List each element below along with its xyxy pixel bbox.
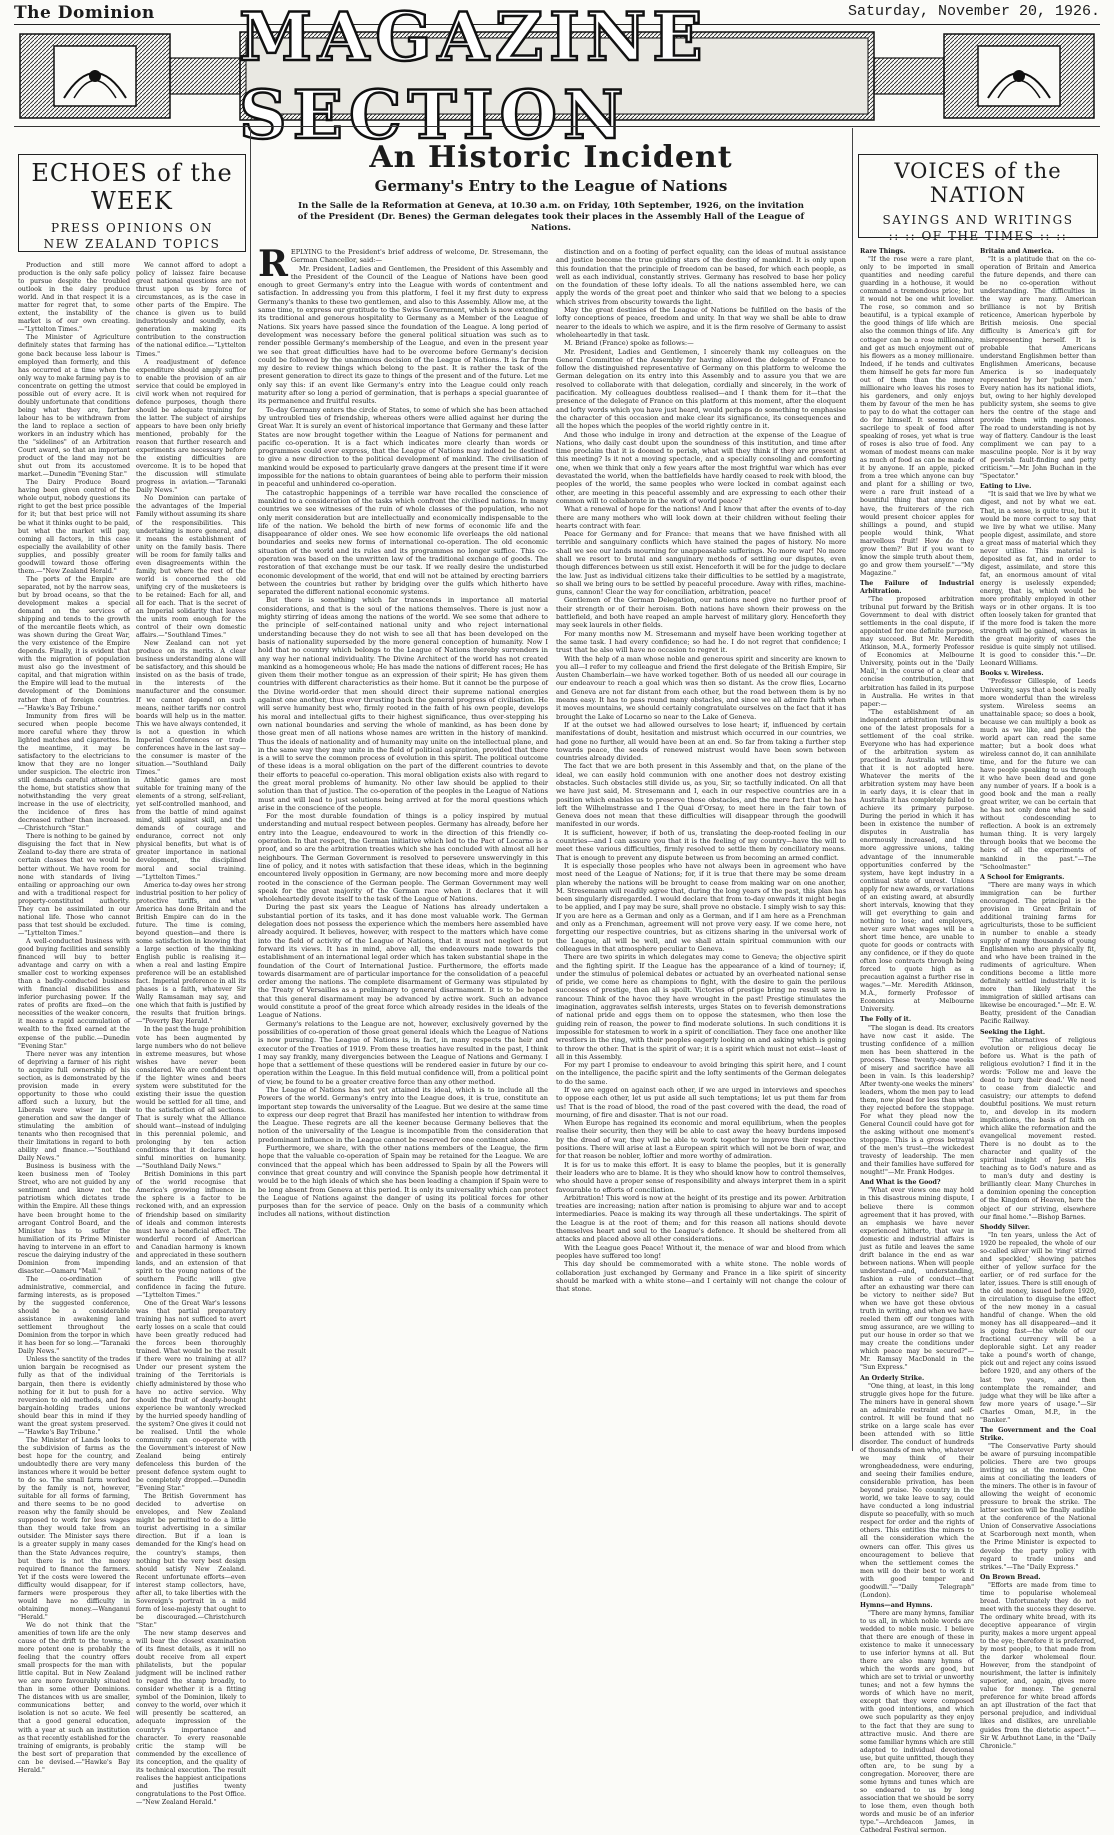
article-paragraph: It is especially those peoples who have not always been in agreement who have most need of the League of Nations; for, if it is true that there may be some dream plan whereby the nations will be brought to cease from making war on one another, M. Stresemann will readily agree that, during the long years of the past, this plan has been singularly disregarded. I would declare that from to-day onwards it might begin to be applied, and I pay may be sure, shall prove no obstacle. I simply wish to say this: If you are here as a German and only as a German, and if I am here as a Frenchman and only as a Frenchman, agreement will not prove very easy. If we come here, not forgetting our respective countries, but as citizens sharing in the universal work of the League, all will be well, and we shall attain spiritual communion with our colleagues in that atmosphere peculiar to Geneva. <box>556 861 846 953</box>
press-extract: The British Government has decided to advertise on envelopes, and New Zealand might be permitted to do a little tourist advertising in a similar direction. But if a loan is demanded for the King's head on the country's stamps, then nothing but the very best design should satisfy New Zealand. Recent unfortunate efforts—even interest stamp collectors, have, after all, to take liberties with the Sovereign's portrait in a mild form of lese-majesty that ought to be discouraged.—Christchurch "Star." <box>136 1493 246 1629</box>
voices-subtitle: :: :: OF THE TIMES :: :: <box>888 229 1068 243</box>
quote-paragraph: "Professor Gillespie, of Leeds University, says that a book is really more wonderful than the wireless system. Wireless seems an unattainable space; so does a book, because we can multiply a book as much as we like, and people the world apart can read the same matter; but a book does what wireless cannot do, it can annihilate time, and for the future we can have people speaking to us through it who have been dead and gone any number of years. If a book is a good book and the man a really great writer, we can be certain that he has not only done what he said without condescending to reflection. A book is an extremely human thing. It is very largely through books that we become the heirs of all the experiments of mankind in the past."—The "Schoolmaster." <box>980 678 1096 871</box>
echoes-column <box>18 262 130 1774</box>
article-paragraph: With the League goes Peace! Without it, the menace of war and blood from which peoples have suffered too long! <box>556 1243 846 1260</box>
quote-paragraph: "The establishment of an independent arbitration tribunal is one of the latest proposals for a settlement of the coal strike. Everyone who has had experience of the arbitration system as practised in Australia will know that it is not adopted here. Whatever the merits of the arbitration system may have been in early days, it is clear that in Australia it has completely failed to achieve its primary purpose. During the period in which it has been in existence the number of disputes in Australia has enormously increased, and the more aggressive unions, taking advantage of the innumerable opportunities conferred by the system, have kept industry in a continual state of unrest. Unions apply for new awards, or variations of an existing award, at absurdly short intervals, knowing that they will get everything to gain and nothing to lose; and employers, never sure what wages will be a short time hence, are unable to quote for goods or contracts with any confidence, or if they do quote often lose contracts through being forced to quote high as a precaution against a further rise in wages."—Mr. Meredith Atkinson, M.A., formerly Professor of Economics at Melbourne University. <box>860 708 974 1014</box>
article-paragraph: There are two spirits in which delegates may come to Geneva; the objective spirit and the fighting spirit. If the League has the appearance of a kind of tourney; if, under the stimulus of polemical debates or actuated by an overheated national sense of pride, we come here as champions to fight, with the desire to gain the perilous successes of prestige, then all is spoilt. Victories of prestige bring no result save in rancour. Think of the havoc they have wrought in the past! Prestige stimulates the imagination, aggravates selfish interests, urges States on to feverish demonstrations of national pride and eggs them on to oppose the statesmen, who then lose the guiding rein of reason, the power to find moderate solutions. In such conditions it is impossible for statesmen to work in a spirit of conciliation. They face one another like wrestlers in the ring, with their peoples eagerly looking on and asking which is going to throw the other. That is the spirit of war; it is a spirit which must not exist—least of all in this Assembly. <box>556 953 846 1061</box>
press-extract: America to-day owes her strong industrial position to her policy of protective tariffs, and what America has done Britain and the British Empire can do in the future. The time is coming, beyond question—and there is some satisfaction in knowing that a large section of the thinking English public is realising it—when a real and lasting Empire preference will be an established fact. Imperial preference in all its phases is a faith, whatever Sir Wally Ramsaman may say, and one which that faith is justified by the results that fruition brings.—"Poverty Bay Herald." <box>136 881 246 1026</box>
article-paragraph: M. Briand (France) spoke as follows:— <box>564 339 694 348</box>
article-headline: An Historic Incident <box>369 140 733 175</box>
item-heading: An Orderly Strike. <box>860 1374 925 1382</box>
drop-cap: R <box>258 243 288 285</box>
item-heading: Britain and America. <box>980 248 1054 255</box>
article-paragraph: What a renewal of hope for the nations! And I know that after the events of to-day there are many mothers who will look down at their children without feeling their hearts contract with fear. <box>556 505 846 530</box>
article-paragraph: Germany's relations to the League are not, however, exclusively governed by the possibilities of co-operation of those great general ideals which the League of Nations is now pursuing. The League of Nations is, in fact, in many respects the heir and executor of the Treaties of 1919. From these treaties have resulted in the past, I think I may say frankly, many divergencies between the League of Nations and Germany. I hope that a settlement of these questions will be rendered easier in future by our co-operation within the League. In this field mutual confidence will, from a political point of view, be found to be a greater creative force than any other method. <box>258 1019 548 1086</box>
article-paragraph: The League of Nations has not yet attained its ideal, which is to include all the Powers of the world. Germany's entry into the League does, it is true, constitute an important step towards the universality of the League. But we desire at the same time to express our deep regret that Brazil has manifested her intention to withdraw from the League. These regrets are all the keener because Germany believes that the notion of the universality of the League is incompatible from the consideration that predominant influence in the League cannot be reserved for one continent alone. <box>258 1085 548 1144</box>
quote-paragraph: "There are many hymns, familiar to us all, in which noble words are wedded to noble music. I believe that there are enough of these in existence to make it unnecessary to use inferior hymns at all. But there are also many hymns of which the words are good, but which are set to trivial or unworthy tunes; and not a few hymns the words of which have no merit, except that they were composed with good intentions, and which owe such popularity as they enjoy to the fact that they are sung to attractive music. And there are some familiar hymns which are still adapted to individual devotional use, but quite unfitted, though they often are, to be sung by a congregation. Moreover, there are some hymns and tunes which are so endeared to us by long association that we should be sorry to lose them, even though both words and music be of an inferior type."—Archdeacon James, in Cathedral Festival sermon. <box>860 1609 974 1835</box>
article-paragraph: But there is something which far transcends in importance all material considerations, and that is the soul of the nations themselves. There is just now a mighty stirring of ideas among the nations of the world. We see some that adhere to the principle of self-contained national unity and who reject international understanding because they do not wish to see all that has been developed on the basis of nationality superseded by the more general conception of humanity. Now I hold that no country which belongs to the League of Nations thereby surrenders in any way her national individuality. The Divine Architect of the world has not created mankind as a homogeneous whole; He has made the nations of different races; He has given them their mother tongue as an expression of their spirit; He has given them countries with different characteristics as their home. But it cannot be the purpose of the Divine world-order that men should direct their supreme national energies against one another, thus ever thrusting back the general progress of civilisation. He will serve humanity best who, firmly rooted in the faith of his own people, develops his moral and intellectual gifts to their highest significance, thus over-stepping his own national boundaries and serving the whole of mankind, as has been done by those great men of all nations whose names are written in the history of mankind. Thus the ideals of nationality and of humanity may unite on the intellectual plane, and in the same way they may unite in the field of political aspiration, provided that there is a will to serve the common process of evolution in this spirit. The political outcome of these ideas is a moral obligation on the part of the different countries to devote their efforts to peaceful co-operation. This moral obligation exists also with regard to the great moral problems of humanity. No other law should be applied to their solution than that of justice. The co-operation of the peoples in the League of Nations must and will lead to just solutions being arrived at for the moral questions which arise in the conscience of the people. <box>258 596 548 812</box>
article-paragraph: When Europe has regained its economic and moral equilibrium, when the peoples realise their security, then they will be able to cast away the heavy burdens imposed by the dread of war, they will be able to work together to improve their respective positions. There will arise at last a European spirit which will not be born of war, and for that reason be nobler, loftier and more worthy of admiration. <box>556 1119 846 1161</box>
column-rule <box>250 128 251 1451</box>
article-header <box>255 140 847 234</box>
item-heading: The Folly of it. <box>860 1016 912 1024</box>
echoes-subtitle: NEW ZEALAND TOPICS <box>43 237 221 251</box>
article-paragraph: For the most durable foundation of things is a policy inspired by mutual understanding and mutual respect between peoples. Germany has already, before her entry into the League, endeavoured to work in the direction of this friendly co-operation. In that respect, the German initiative which led to the Pact of Locarno is a proof, and so are the arbitration treaties which she has concluded with almost all her neighbours. The German Government is resolved to persevere unswervingly in this line of policy, and it notes with satisfaction that these ideas, which in the beginning encountered lively opposition in Germany, are now becoming more and more deeply rooted in the conscience of the German people. The German Government may well speak for the great majority of the German race when it declares that it will wholeheartedly devote itself to the task of the League of Nations. <box>258 812 548 904</box>
article-paragraph: May the great destinies of the League of Nations be fulfilled on the basis of the lofty conceptions of peace, freedom and unity. In that way we shall be able to draw nearer to the ideals to which we aspire, and it is the firm resolve of Germany to assist wholeheartedly in that task. <box>556 306 846 339</box>
article-paragraph: If we are egged on against each other, if we are urged in interviews and speeches to oppose each other, let us put aside all such temptations; let us put them far from us! That is the road of blood, the road of the past covered with the dead, the road of mourning, of fire and disaster. That is not our road. <box>556 1085 846 1119</box>
item-heading: Seeking the Light. <box>980 1028 1046 1036</box>
item-heading: Shoddy Silver. <box>980 1223 1030 1231</box>
quote-paragraph: "The proposed arbitration tribunal put forward by the British Government to deal with district settlements in the coal dispute, if appointed for one definite purpose, may succeed. But Mr. Meredith Atkinson, M.A., formerly Professor of Economics at Melbourne University, points out in the 'Daily Mail,' in the course of a clear and concise contribution, that arbitration has failed in its purpose in Australia. He writes in that paper:— <box>860 596 974 708</box>
quote-paragraph: "There are many ways in which immigration can be further encouraged. The principal is the provision in Great Britain of additional training farms for agriculturists, those to be sufficient in number to enable a steady supply of many thousands of young Englishmen who are physically fit, and who have been trained in the rudiments of agriculture. When conditions become a little more definitely settled industrially it is more than likely that the immigration of skilled artisans can likewise be encouraged."—Mr. E. W. Beatty, president of the Canadian Pacific Railway. <box>980 881 1096 1026</box>
item-heading: Eating to Live. <box>980 483 1032 491</box>
quote-paragraph: "One thing, at least, in this long struggle gives hope for the future. The miners have in general shown an admirable restraint and self-control. It will be found that no strike on a large scale has ever been attended with so little disorder. The conduct of hundreds of thousands of men who, whatever we may think of their wrongheadedness, were enduring, and seeing their families endure, considerable privation, has been beyond praise. No country in the world, we take leave to say, could have conducted a long industrial dispute so peacefully, with so much respect for order and the rights of others. This entitles the miners to all the consideration which the owners can offer. This gives us encouragement to believe that when the settlement comes the men will do their best to work it with good temper and goodwill."—"Daily Telegraph" (London). <box>860 1382 974 1599</box>
article-paragraph: For many months now M. Stresemann and myself have been working together at the same task. I had every confidence; so had he. I do not regret that confidence; I trust that he also will have no occasion to regret it. <box>556 629 846 655</box>
article-paragraph: With the help of a man whose noble and generous spirit and sincerity are known to you all—I refer to my colleague and friend the first delegate of the British Empire, Sir Austen Chamberlain—we have worked together. Both of us needed all our courage in our endeavour to reach a goal which was then so distant. As the crow flies, Locarno and Geneva are not far distant from each other, but the road between them is by no means easy. It has to pass round many obstacles, and since we all admire faith when it moves mountains, we should certainly congratulate ourselves on the fact that it has brought the Lake of Locarno so near to the Lake of Geneva. <box>556 654 846 721</box>
item-heading: Rare Things. <box>860 248 906 255</box>
press-extract: The ports of the Empire are separated, not by the narrow seas, but by broad oceans, so that the development makes a special demand on the services of shipping and tends to the growth of the mercantile fleets which, as was shown during the Great War, the very existence of the Empire depends. Finally, it is evident that with the migration of population must also go the investment of capital, and that migration within the Empire will lead to the mutual development of the Dominions rather than of foreign countries.—"Hawke's Bay Tribune." <box>18 575 130 712</box>
item-heading: Books v. Wireless. <box>980 670 1044 678</box>
article-paragraph: EPLYING to the President's brief address of welcome, Dr. Stresemann, the German Chancellor, said:— <box>290 248 548 265</box>
press-extract: Athletic games are most suitable for training many of the elements of a strong, self-reliant, yet self-controlled manhood, and from the battle of mind against mind, skill against skill, and the demands of courage and endurance, correct not only physical benefits, but what is of greater importance in national development, the disciplined moral and social training.—"Lyttelton Times." <box>136 777 246 881</box>
quote-paragraph: "The slogan is dead. Its creators have now cast it aside. The trusting confidence of a million men has been shattered in the process. These twenty-one weeks of misery and sacrifice have all been in vain. Is this leadership? After twenty-one weeks the miners' leaders, whom the men pay to lead them, now plead for less than what they rejected before the stoppage. For what they plead now the General Council could have got for the asking without one moment's stoppage. This is a gross betrayal of the men's trust—the wickedest travesty of leadership. The men and their families have suffered for nought!"—Mr. Frank Hodges. <box>860 1024 974 1177</box>
press-extract: The co-ordination of administrative, commercial, and farming interests, as is proposed by the suggested conference, should be a considerable assistance in awakening land settlement throughout the Dominion from the torpor in which it has been for so long.—"Taranaki Daily News." <box>18 1275 130 1356</box>
press-extract: No Dominion can partake of the advantages of the Imperial Family without assuming its share of the responsibilities. This undertaking is more general, and it means the establishment of unity on the family basis. There will be room for family talks and even disagreements within the family, but where the rest of the world is concerned the old unifying cry of the musketeers is to be retained: Each for all, and all for each. That is the secret of an Imperial solidarity that leaves the units room enough for the control of their own domestic affairs.—"Southland Times." <box>136 495 246 640</box>
article-paragraph: Mr. President, Ladies and Gentlemen, the President of this Assembly and the President of the Council of the League of Nations have been good enough to greet Germany's entry into the League with words of contentment and satisfaction. In addressing you from this platform, I feel it my first duty to express Germany's thanks to these two gentlemen, and also to this Assembly. Allow me, at the same time, to express our gratitude to the Swiss Government, which is now extending its traditional and generous hospitality to Germany as a Member of the League of Nations. Six years have passed since the foundation of the League. A long period of development was necessary before the general political situation was such as to render possible Germany's membership of the League, and even in the present year we see that great difficulties have had to be overcome before Germany's decision could be followed by the unanimous decision of the League of Nations. It is far from my desire to review things which belong to the past. It is rather the task of the present generation to direct its gaze to things of the present and of the future. Let me only say this: if an event like Germany's entry into the League could only reach maturity after so long a period of germination, that is perhaps a special guarantee of its permanence and fruitful results. <box>258 264 548 406</box>
voices-heading-box <box>858 154 1098 243</box>
article-paragraph: For my part I promise to endeavour to avoid bringing this spirit here, and I count on the intelligence, the pacific spirit and the lofty sentiments of the German delegates to do the same. <box>556 1061 846 1086</box>
article-paragraph: It is sufficient, however, if both of us, translating the deep-rooted feeling in our countries—and I can assure you that it is the feeling of my country—have the will to meet these various difficulties, firmly resolved to settle them by conciliatory means. That is enough to prevent any dispute between us from becoming an armed conflict. <box>556 828 846 862</box>
article-paragraph: During the past six years the League of Nations has already undertaken a substantial portion of its tasks, and it has done most valuable work. The German delegation does not possess the experience which the members here assembled have already acquired. It believes, however, with respect to the matters which have come into the field of activity of the League of Nations, that it must not neglect to put forward its views. It has in mind, above all, the endeavours made towards the establishment of an international legal order which has taken substantial shape in the foundation of the Court of International Justice. Furthermore, the efforts made towards disarmament are of particular importance for the consolidation of a peaceful order among the nations. The complete disarmament of Germany was stipulated by the Treaty of Versailles as a preliminary to general disarmament. It is to be hoped that this general disarmament may be advanced by active work. Such an advance would constitute a proof of the great force which already resides in the ideals of the League of Nations. <box>258 903 548 1020</box>
item-heading: Hymns—and Hymns. <box>860 1601 933 1609</box>
press-extract: Immunity from fires will be secured when people become more careful where they throw lighted matches and cigarettes. In the meantime, it may be satisfactory to the electricians to know that they are no longer under suspicion. The electric iron still demands careful attention in the home, but statistics show that notwithstanding the very great increase in the use of electricity, the incidence of fires has decreased rather than increased.—Christchurch "Star." <box>18 712 130 833</box>
item-heading: On Brown Bread. <box>980 1573 1041 1581</box>
echoes-title: ECHOES of the WEEK <box>31 159 233 215</box>
article-paragraph: Arbitration! This word is now at the height of its prestige and its power. Arbitration treaties are increasing; nation after nation is promising to abjure war and to accept intermediaries. Peace is making its way through all these undertakings. The spirit of the League is at the root of them; and for this reason all nations should devote themselves heart and soul to the League's defence. It should be sheltered from all attacks and placed above all other considerations. <box>556 1193 846 1244</box>
voices-title: VOICES of the NATION <box>894 159 1062 207</box>
article-paragraph: Mr. President, Ladies and Gentlemen, I sincerely thank my colleagues on the General Committee of the Assembly for having allowed the delegate of France to follow the distinguished representative of Germany on this platform to welcome the German delegation on its entry into this Assembly and to assure you that we are resolved to collaborate with that delegation, cordially and sincerely, in the work of pacification. My colleagues doubtless realised—and I thank them for it—that the presence of the delegate of France on this platform at this moment, after the eloquent and lofty words which you have just heard, would perhaps do something to emphasise the character of this occasion and make clear its significance, its consequences and all the hopes which the peoples of the world rightly centre in it. <box>556 347 846 431</box>
issue-date: Saturday, November 20, 1926. <box>847 3 1100 20</box>
article-paragraph: This day should be commemorated with a white stone. The noble words of collaboration just exchanged by Germany and France in a like spirit of sincerity should be marked with a white stone—and I certainly will not change the colour of that stone. <box>556 1260 846 1294</box>
newspaper-name: The Dominion <box>14 3 155 23</box>
press-extract: The Minister of Lands looks to the subdivision of farms as the best hope for the country, and undoubtedly there are very many instances where it would be better to do so. The small farm worked by the family is not, however, suitable for all forms of farming, and there seems to be no good reason why the family should be supposed to work for less wages than they would take from an outsider. The Minister says there is a greater supply in many cases than the State Advances require, but there is not the money required to finance the farmers. Yet if the costs were lowered the difficulty would disappear, for if farmers were prosperous they would have no difficulty in obtaining money.—Wanganui "Herald." <box>18 1436 130 1621</box>
press-extract: New Zealand can not yet produce on its merits. A clear business understanding alone will be satisfactory, and this should be insisted on as the basis of trade, in the interests of the manufacturer and the consumer. If we cannot depend on such means, neither tariffs nor control boards will help us in the matter. This we have always contended, it is not a question in which Imperial Conferences or trade conferences have in the last say—the consumer is master of the situation.—"Southland Daily Times." <box>136 640 246 776</box>
press-extract: We do not think that the amenities of town life are the only cause of the drift to the towns; a more potent one is probably the feeling that the country offers small prospects for the man with little capital. But in New Zealand we are more favourably situated than in some other Dominions. The distances with us are smaller, communications better, and isolation is not so acute. We feel that a good general education, with a year at such an institution as that recently established for the training of emigrants, is probably the best sort of preparation that can be devised.—"Hawke's Bay Herald." <box>18 1621 130 1774</box>
press-extract: The Dairy Produce Board having been given control of the whole output, nobody questions its right to get the best price possible for it; but that best price will not be what it thinks ought to be paid, but what the market will pay, coming all factors, in this case especially the availability of other supplies, and possibly greater goodwill toward those offering them.—"New Zealand Herald." <box>18 479 130 575</box>
quote-paragraph: "The alternatives of religious evolution or religious decay lie before us. What is the path of religious evolution? I find it in the words: 'Follow me and leave the dead to bury their dead.' We need to cease from dialectic and casuistry; our attempts to defend doubtful positions. We must return to, and develop in its modern implications, the basis of faith on which alike the reformation and the evangelical movement rested. There is no doubt as to the character and quality of the spiritual insight of Jesus. His teaching as to God's nature and as to man's duty and destiny is brilliantly clear. Many Churches in a dominion opening the conception of the Kingdom of Heaven, here the object of our striving, elsewhere our final home."—Bishop Barnes. <box>980 1036 1096 1221</box>
article-paragraph: distinction and on a footing of perfect equality, can the ideas of mutual assistance and justice become the true guiding stars of the destiny of mankind. It is only upon this foundation that the principle of freedom can be based, for which each people, as well as each individual, constantly strives. Germany has resolved to base her policy on the foundation of these lofty ideals. To all the nations assembled here, we can apply the words of the great poet and thinker who said that we belong to a species which strives from obscurity towards the light. <box>556 248 846 306</box>
article-paragraph: And those who indulge in irony and detraction at the expense of the League of Nations, who daily cast doubt upon the soundness of this institution, and time after time proclaim that it is doomed to perish, what will they think if they are present at this meeting? Is it not a moving spectacle, and a specially consoling and comforting one, when we think that only a few years after the most frightful war which has ever devastated the world, when the battlefields have hardly ceased to reek with blood, the peoples of the world, the same peoples who were locked in combat against each other, are meeting in this peaceful assembly and are expressing to each other their common will to collaborate in the work of world peace? <box>556 430 846 505</box>
echoes-column <box>136 262 246 1806</box>
press-extract: There is nothing to be gained by disguising the fact that in New Zealand to-day there are strata of certain classes that we would be better without. We have room for none with standards of living entailing or approaching our own and with a traditional respect for property-constituted authority. They can be assimilated in our national life. Those who cannot pass that test should be excluded.—"Lyttelton Times." <box>18 833 130 937</box>
column-rule <box>852 128 853 1451</box>
item-heading: And What is the Good? <box>860 1179 941 1187</box>
quote-paragraph: "In ten years, unless the Act of 1920 be repealed, the whole of our so-called silver will be 'ring' stirred and speckled,' showing patches either of yellow surface for the earlier, or of red surface for the later, issues. There is still enough of the old money, issued before 1920, in circulation to disguise the effect of the new money in a casual handful of change. When the old money has all disappeared—and it is going fast—the whole of our fractional currency will be a deplorable sight. Let any reader take a pound's worth of change, pick out and reject any coins issued before 1920, and any others of the last two years, and then contemplate the remainder, and judge what they will be like after a few more years of usage."—Sir Charles Oman, M.P., in the "Banker." <box>980 1231 1096 1424</box>
article-intro: In the Salle de la Reformation at Geneva, at 10.30 a.m. on Friday, 10th September, 1926, on the invitation of the President (Dr. Benes) the German delegates took their places in the Assembly Hall of the League of Nations. <box>297 201 805 233</box>
press-extract: The new stamp deserves and will bear the closest examination of its finest details, as it will no doubt receive from all expert philatelists, but the popular judgment will be inclined rather to regard the stamp broadly, to consider whether it is a fitting symbol of the Dominion, likely to convey to the world, over which it will presently be scattered, an adequate impression of the country's importance and character. To every reasonable critic the stamp will be commended by the excellence of its conception, and the quality of its technical execution. The result realises the happiest anticipations and justifies twenty congratulations to the Post Office.—"New Zealand Herald." <box>136 1629 246 1806</box>
item-heading: The Government and the Coal Strike. <box>980 1426 1096 1442</box>
article-paragraph: To-day Germany enters the circle of States, to some of which she has been attached by untroubled ties of friendship, whereas others were allied against her during the Great War. It is surely an event of historical importance that Germany and these latter States are now brought together within the League of Nations for permanent and pacific co-operation. It is a fact which indicates more clearly than words or programmes could ever express, that the League of Nations may indeed be destined to give a new direction to the political development of mankind. The civilisation of mankind would be exposed to particularly grave dangers at the present time if it were impossible for the nations to obtain guarantees of being able to perform their mission in peaceful and unhindered co-operation. <box>258 405 548 489</box>
press-extract: British Dominions in this part of the world recognise that America's growing influence in the sphere is a factor to be reckoned with, and an expression of friendship based on similarity of ideals and common interests must have a beneficial effect. The wonderful record of American and Canadian harmony is known and appreciated in these southern lands, and an extension of that spirit to the young nations of the southern Pacific will give confidence in facing the future.—"Lyttelton Times." <box>136 1171 246 1299</box>
article-paragraph: The fact that we are both present in this Assembly and that, on the plane of the ideal, we can easily hold communion with one another does not destroy existing obstacles. Such obstacles still divide us, as you, Sir, so tactfully indicated. On all that we have just said, M. Stresemann and I, each in our respective countries are in a position which enables us to preserve those obstacles, and the mere fact that he has left the Wilhelmstrasse and I the Quai d'Orsay, to meet here in the fair town of Geneva does not mean that these difficulties will disappear through the goodwill manifested in our words. <box>556 762 846 829</box>
quote-paragraph: "The Conservative Party should be aware of pursuing incompatible policies. There are two groups inviting us at the moment. One aims at conciliating the leaders of the miners. The other is in favour of allowing the weight of economic pressure to break the strike. The latter section will be finally audible at the conference of the National Union of Conservative Associations at Scarborough next month, when the Prime Minister is expected to develop the party policy with regard to trade unions and strikes."—The "Daily Express." <box>980 1442 1096 1571</box>
press-extract: Production and still more production is the only safe policy to pursue despite the troubled outlook in the dairy produce world. And in that respect it is a matter for regret that, to some extent, the instability of the market is of our own creating.—"Lyttelton Times." <box>18 262 130 334</box>
press-extract: Business is business with the keen business men of Tooley Street, who are not guided by any sentiment and know not the patriotism which dictates trade within the Empire. All these things have been brought home to the arrogant Control Board, and the Minister has to suffer the humiliation of its Prime Minister having to intervene in an effort to rescue the dairying industry of the Dominion from impending disaster.—Oamaru "Mail." <box>18 1163 130 1275</box>
article-paragraph: It is for us to make this effort. It is easy to blame the peoples, but it is generally their leaders who are to blame. It is they who should know how to control themselves, who should have a proper sense of responsibility and always interpret them in a spirit favourable to efforts of conciliation. <box>556 1160 846 1194</box>
quote-paragraph: "What ever views one may hold in this disastrous mining dispute, I believe there is common agreement that it has proved, with an emphasis we have never experienced hitherto, that war in domestic and industrial affairs is just as futile and leaves the same drift balance in the end as war between nations. When will people understand—and, understanding, fashion a rule of conduct—that after an exhausting war there can be victory to neither side? But when we have got these obvious truth in writing, and when we have reeled them off our tongues with smug assurance, are we willing to put our house in order so that we may create the conditions under which peace may be secured?"—Mr. Ramsay MacDonald in the "Sun Express." <box>860 1187 974 1372</box>
item-heading: The Failure of Industrial Arbitration. <box>860 579 974 595</box>
press-extract: There never was any intention of depriving a farmer of his right to acquire full ownership of his section, as is demonstrated by the provision made in every opportunity to those who could afford such a luxury, but the Liberals were wiser in their generation and saw the danger of stimulating the ambition of tenants who then recognised that their limitations in regard to both ability and finance.—"Southland Daily News." <box>18 1050 130 1163</box>
article-paragraph: If at the outset we had allowed ourselves to lose heart; if, influenced by certain manifestations of doubt, hesitation and mistrust which occurred in our countries, we had gone no further, all would have been at an end. So far from taking a further step towards peace, the seeds of renewed mistrust would have been sown between countries already divided. <box>556 720 846 763</box>
echoes-subtitle: PRESS OPINIONS ON <box>50 221 214 235</box>
quote-paragraph: "It is a platitude that on the co-operation of Britain and America the future depends, and there can be no co-operation without understanding. The difficulties in the way are many. American brilliance is not by British reticence, American hyperbole by British meiosis. One special difficulty is America's gift for misrepresenting herself. It is probable that Americans understand Englishmen better than Englishmen Americans, because America is so inadequately represented by her 'public men.' Every nation has its national idiots, but, owing to her highly developed publicity system, she seems to give hers the centre of the stage and provide them with megaphones. The road to understanding is not by way of flattery. Candour is the least compliment we can pay to a masculine people. Nor is it by way of peevish fault-finding and petty criticism."—Mr. John Buchan in the "Spectator." <box>980 256 1096 481</box>
article-column <box>258 243 548 1448</box>
article-paragraph: The catastrophic happenings of a terrible war have recalled the conscience of mankind to a consideration of the tasks which confront the civilised nations. In many countries we see witnesses of the ruin of whole classes of the population, who not only merit consideration but are intellectually and economically indispensable to the life of the nation. We behold the birth of new forms of economic life and the disappearance of older ones. We see how economic life overleaps the old national boundaries and seeks new forms of international co-operation. The old economic situation of the world and its rules and its programmes no longer suffice. This co-operation was based on the unwritten law of the traditional exchange of goods. The restoration of that exchange must be our task. If we really desire the undisturbed economic development of the world, that end will not be attained by erecting barriers between the countries but rather by bridging over the gulfs which hitherto have separated the different national economic systems. <box>258 488 548 597</box>
quote-paragraph: "If the rose were a rare plant, only to be imported in small quantities and needing careful guarding in a hothouse, it would command a tremendous price; but it would not be one whit lovelier. The rose, so common and so beautiful, is a typical example of the good things of life which are also the common things of life. Any cottager can be a rose millionaire, and get as much enjoyment out of his flowers as a money millionaire. Indeed, if he tends and cultivates them himself he gets far more fun out of them than the money millionaire who leaves his roses to his gardeners, and only enjoys them by favour of the men he has to pay to do what the cottager can do for himself. It seems almost sacrilege to speak of food after speaking of roses, yet what is true of roses is also true of food. Any woman of modest means can make as much of food as can be made of it by anyone. If an apple, picked from a tree which anyone can buy and plant for a shilling or two, were a rare fruit instead of a bountiful thing that anyone can have, the fruiterers of the rich would present choicer apples for shillings a pound, and stupid people would think, 'What marvellous fruit! How do they grow them?' But if you want to know the simple truth about them, go and grow them yourself."—"My Magazine." <box>860 256 974 577</box>
banner-rule <box>14 126 1100 127</box>
voices-column <box>980 246 1096 1750</box>
article-paragraph: Gentlemen of the German Delegation, our nations need give no further proof of their strength or of their heroism. Both nations have shown their prowess on the battlefield, and both have reaped an ample harvest of military glory. Henceforth they may seek laurels in other fields. <box>556 596 846 630</box>
press-extract: A readjustment of defence expenditure should amply suffice to enable the provision of an air service that could be employed in civil work when not required for defence purposes, though there should be adequate training for the latter. The subject of airships appears to have been only briefly mentioned, probably for the reason that further research and experiments are necessary before the existing difficulties are overcome. It is to be hoped that the discussion will stimulate progress in aviation.—"Taranaki Daily News." <box>136 358 246 495</box>
press-extract: The Minister of Agriculture definitely states that farming has gone back because less labour is employed than formerly, and this has occurred at a time when the only way to make farming pay is to concentrate on getting the utmost possible out of every acre. It is doubly unfortunate that conditions being what they are, farther labour has to be withdrawn from the land to replace a section of workers in an industry which has the "sidelines" of an Arbitration Court award, so that an important product of the land may not be shut out from its accustomed market.—Dunedin "Evening Star." <box>18 334 130 479</box>
voices-subtitle: SAYINGS AND WRITINGS <box>882 213 1074 227</box>
voices-column <box>860 246 974 1835</box>
section-title: MAGAZINE SECTION <box>239 0 709 154</box>
press-extract: In the past the huge prohibition vote has been augmented by large numbers who do not believe in extreme measures, but whose wishes have never been considered. We are confident that if the lighter wines and beers system were substituted for the existing their issue the question would be settled for all time, and to the satisfaction of all sections. That is surely what the Alliance should want—instead of indulging in this perennial polemic, and prolonging by ten action conditions that it declares keep sinful minorities on humanity.—"Southland Daily News." <box>136 1026 246 1171</box>
echoes-heading-box <box>18 154 246 252</box>
article-column <box>556 248 846 1448</box>
press-extract: One of the Great War's lessons was that partial preparatory training has not sufficed to avert early losses on a scale that could have been greatly reduced had the forces been thoroughly trained. What would be the result if there were no training at all? Under our present system the training of the Territorials is chiefly administered by those who have no active service. Why should the fruit of dearly-bought experience be wantonly wrecked by the hurried speedy handling of the system? One gives it could not be realised. Until the whole community can co-operate with the Government's interest of New Zealand being entirely defenceless this burden of the present defence system ought to be completely dropped.—Dunedin "Evening Star." <box>136 1300 246 1493</box>
press-extract: Unless the sanctity of the trades union bargain be recognised as fully as that of the individual bargain, then there is evidently nothing for it but to push for a reversion to old methods, and for bargain-holding trades unions should bear this in mind if they want the great system preserved.—"Hawke's Bay Tribune." <box>18 1356 130 1436</box>
article-subheadline: Germany's Entry to the League of Nations <box>374 177 728 195</box>
quote-paragraph: "Efforts are made from time to time to popularise wholemeal bread. Unfortunately they do not meet with the success they deserve. The ordinary white bread, with its deceptive appearance of virgin purity, makes a more urgent appeal to the eye; therefore it is preferred, by most people, to that made from the darker wholemeal flour. However, from the standpoint of nourishment, the latter is infinitely superior, and, again, gives more value for money. The general preference for white bread affords an apt illustration of the fact that personal prejudice, and individual likes and dislikes, are unreliable guides from the dietetic aspect."—Sir W. Arbuthnot Lane, in the "Daily Chronicle." <box>980 1581 1096 1750</box>
item-heading: A School for Emigrants. <box>980 873 1065 881</box>
press-extract: A well-conducted business with good buying facilities and sensibly financed will buy to better advantage and carry on with a smaller cost to working expenses than a badly-conducted business with financial disabilities and inferior purchasing power. If the rates of profits are fixed—on the necessities of the weaker concern, it means a rapid accumulation of wealth to the fixed earned at the expense of the public.—Dunedin "Evening Star." <box>18 937 130 1050</box>
quote-paragraph: "It is said that we live by what we digest, and not by what we eat. That, in a sense, is quite true, but it would be more correct to say that we live by what we utilise. Many people digest, assimilate, and store a great mass of material which they never utilise. This material is deposited as fat, and in order to digest, assimilate, and store this fat, an enormous amount of vital energy is uselessly expended; energy, that is, which would be more profitably employed in other ways or in other organs. It is too often loosely taken for granted that if the more food is taken the more strength will be gained, whereas in the great majority of cases the residue is quite simply not utilised. It is good to consider this."—Dr. Leonard Williams. <box>980 491 1096 668</box>
article-paragraph: Furthermore, we share, with the other nations members of the League, the firm hope that the valuable co-operation of Spain may be retained for the League. We are convinced that the appeal which has been addressed to Spain by all the Powers will convince that great country and will convince the Spanish people how detrimental it would be to the high ideals of which she has been leading a champion if Spain were to be long absent from Geneva at this period. It is only its universality which can protect the League of Nations against the danger of using its political forces for other purposes than for the service of peace. Only on the basis of a community which includes all nations, without distinction <box>258 1144 548 1219</box>
article-paragraph: Peace for Germany and for France: that means that we have finished with all terrible and sanguinary conflicts which have stained the pages of history. No more shall we see our lands mourning for unappeasable sufferings. No more war! No more shall we resort to brutal and sanguinary methods of settling our disputes, even though differences between us still exist. Henceforth it will be for the judge to declare the law. Just as individual citizens take their difficulties to be settled by a magistrate, so shall we bring ours to be settled by peaceful procedure. Away with rifles, machine-guns, cannon! Clear the way for conciliation, arbitration, peace! <box>556 530 846 597</box>
press-extract: We cannot afford to adopt a policy of laissez faire because great national questions are not thrust upon us by force of circumstances, as is the case in other parts of the Empire. The chance is given us to build industriously and soundly, each generation making its contribution to the construction of the national edifice.—"Lyttelton Times." <box>136 262 246 358</box>
